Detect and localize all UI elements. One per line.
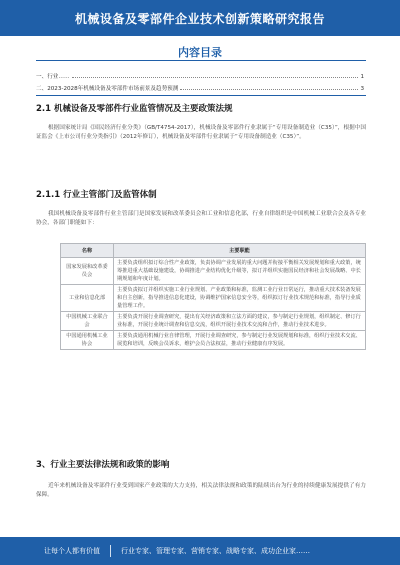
table-cell-name: 中国通用机械工业协会 (61, 331, 114, 350)
regulator-table (60, 243, 366, 350)
footer-bar (0, 537, 400, 565)
toc-title: 内容目录 (178, 46, 222, 59)
table-header-name: 名称 (61, 244, 114, 258)
section-2-1-paragraph: 根据国家统计局《国民经济行业分类》（GB/T4754-2017），机械设备及零部件行业隶属于“专用设备制造业（C35）”，根据中国证监会《上市公司行业分类指引》（2012年修订），机械设备及零部件行业隶属于“专用设备制造业（C35）”。 (36, 125, 366, 140)
section-2-1-1-paragraph: 我国机械设备及零部件行业主管部门是国家发展和改革委员会和工业和信息化部，行业自律组织是中国机械工业联合会及各专业协会，各部门职能如下： (36, 211, 366, 226)
report-header-bar (0, 0, 400, 36)
section-3-paragraph: 近年来机械设备及零部件行业受到国家产业政策的大力支持，相关法律法规和政策的陆续出台为行业的持续健康发展提供了有力保障。 (36, 483, 366, 498)
toc-entry[interactable] (36, 82, 364, 92)
section-heading-3: 3、行业主要法律法规和政策的影响 (36, 460, 170, 470)
footer-divider (110, 545, 111, 557)
toc-leader-dots (180, 89, 358, 90)
toc-entry-text: 一、行业…… (36, 74, 70, 80)
table-cell-duty: 主要负责开展行业调查研究，提出有关经济政策和立法方面的建议，参与制定行业规划，组织制定、修订行业标准，开展行业统计调查和信息交流，组织开展行业技术交流和合作，推动行业技术进步。 (114, 312, 366, 331)
section-heading-2-1-1: 2.1.1 行业主管部门及监管体制 (36, 190, 157, 200)
section-heading-2-1: 2.1 机械设备及零部件行业监管情况及主要政策法规 (36, 104, 233, 114)
footer-slogan: 让每个人都有价值 (44, 547, 100, 555)
toc-entry[interactable] (36, 70, 364, 80)
table-cell-name: 中国机械工业联合会 (61, 312, 114, 331)
toc-entry-text: 二、2023-2028年机械设备及零部件市场前景及趋势预测 (36, 86, 179, 92)
table-cell-name: 工业和信息化部 (61, 285, 114, 312)
table-row (61, 258, 366, 285)
table-row (61, 312, 366, 331)
toc-top-divider (36, 60, 366, 61)
table-header-duty: 主要职能 (114, 244, 366, 258)
table-row (61, 331, 366, 350)
table-cell-duty: 主要负责组织拟订综合性产业政策，负责协调产业发展的重大问题并衔接平衡相关发展规划和重大政策，统筹推进重大基础设施建设，协调推进产业结构优化升级等，拟订并组织实施国民经济和社会发展战略、中长期规划和年度计划。 (114, 258, 366, 285)
table-row (61, 285, 366, 312)
table-cell-duty: 主要负责通用机械行业自律管理，开展行业调查研究，参与制定行业发展规划和标准，组织行业技术交流、展览和培训，反映会员诉求，维护会员合法权益，推动行业健康有序发展。 (114, 331, 366, 350)
toc-leader-dots (72, 77, 359, 78)
table-header-row (61, 244, 366, 258)
footer-experts: 行业专家、管理专家、营销专家、战略专家、成功企业家…… (121, 547, 310, 555)
toc-entry-page: 1 (360, 74, 364, 80)
report-title: 机械设备及零部件企业技术创新策略研究报告 (74, 11, 325, 26)
table-cell-name: 国家发展和改革委员会 (61, 258, 114, 285)
toc-entry-page: 3 (360, 86, 364, 92)
toc-bottom-divider (36, 95, 366, 96)
table-cell-duty: 主要负责拟订并组织实施工业行业规划、产业政策和标准，监测工业行业日常运行，推动重大技术装备发展和自主创新，指导推进信息化建设，协调维护国家信息安全等，组织拟订行业技术规范和标准，指导行业质量管理工作。 (114, 285, 366, 312)
